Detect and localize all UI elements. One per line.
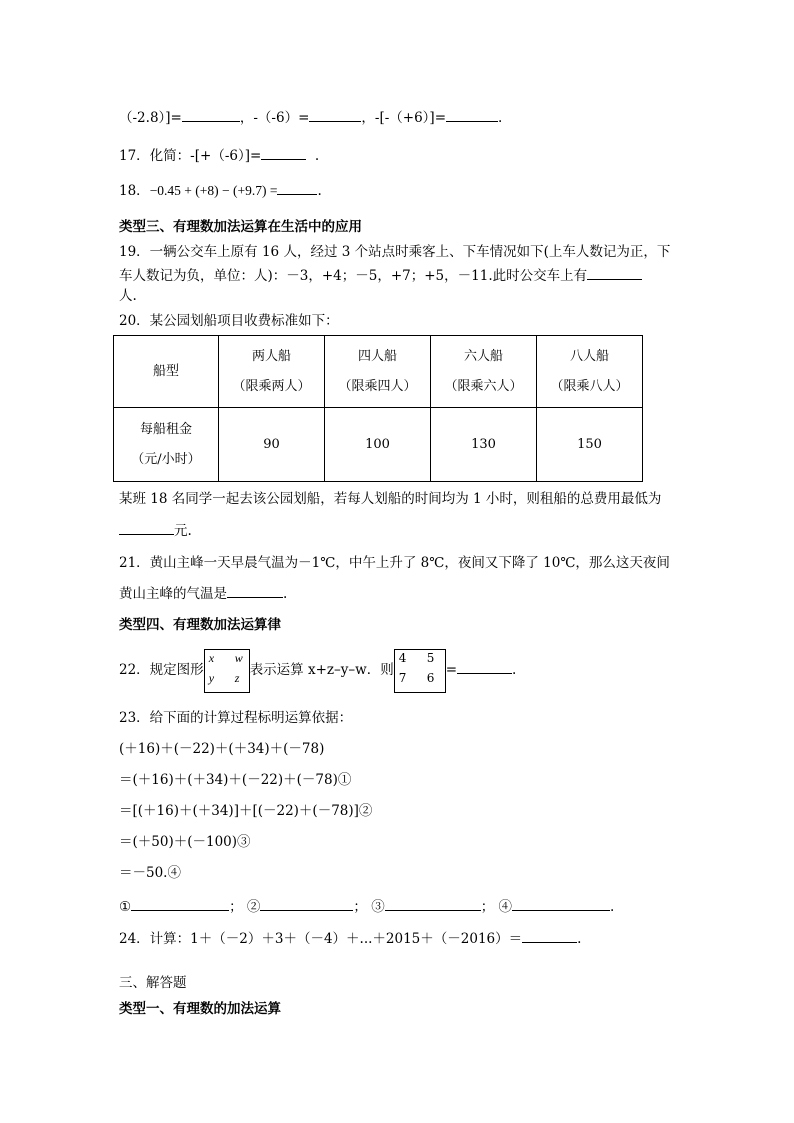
question-20-answer: 元. [119,521,192,540]
table-row [114,408,643,482]
table-cell: 每船租金 （元/小时） [114,408,219,482]
part-heading: 三、解答题 [119,975,187,991]
fee-table [113,335,643,482]
operation-figure: x w y z [204,649,250,693]
step-5: ＝－50.④ [119,865,181,881]
question-24: 24．计算：1＋（－2）＋3＋（－4）＋...＋2015＋（－2016）＝ . [119,931,582,947]
table-cell: 100 [325,408,431,482]
question-23-answers: ① ； ② ； ③ ； ④ . [119,899,615,915]
answer-blank[interactable] [512,897,610,911]
answer-blank[interactable] [119,521,174,535]
question-23-intro: 23．给下面的计算过程标明运算依据： [119,710,353,726]
q16-tail: （-2.8）]= ，-（-6）= ，-[-（+6）]= . [119,110,503,126]
table-header-cell: 两人船 （限乘两人） [219,336,325,408]
table-header-cell: 四人船 （限乘四人） [325,336,431,408]
table-cell: 150 [537,408,643,482]
step-3: ＝[(＋16)＋(＋34)]＋[(－22)＋(－78)]② [119,803,373,819]
question-22: 22．规定图形 x w y z 表示运算 x+z–y–w．则 4 5 7 6 = . [119,648,516,693]
section-heading: 类型四、有理数加法运算律 [119,617,281,633]
answer-blank[interactable] [385,897,481,911]
table-cell: 90 [219,408,325,482]
answer-blank[interactable] [131,897,229,911]
answer-blank[interactable] [587,266,642,280]
answer-blank[interactable] [182,108,240,122]
question-21-line2: 黄山主峰的气温是 . [119,586,288,602]
step-2: ＝(＋16)＋(＋34)＋(－22)＋(－78)① [119,772,352,788]
table-row [114,336,643,408]
answer-blank[interactable] [261,146,306,160]
step-1: (＋16)＋(－22)＋(＋34)＋(－78) [119,741,325,757]
table-header-cell: 船型 [114,336,219,408]
answer-blank[interactable] [260,897,353,911]
answer-blank[interactable] [227,584,283,598]
question-19-line3: 人. [119,288,137,304]
table-header-cell: 八人船 （限乘八人） [537,336,643,408]
question-19-line2: 车人数记为负，单位：人)：－3，+4；－5，+7；+5，－11.此时公交车上有 [119,266,642,285]
table-cell: 130 [431,408,537,482]
section-heading: 类型一、有理数的加法运算 [119,1001,281,1017]
step-4: ＝(＋50)＋(－100)③ [119,834,251,850]
answer-blank[interactable] [522,929,577,943]
question-17: 17．化简：-[+（-6）]= . [119,148,320,164]
table-header-cell: 六人船 （限乘六人） [431,336,537,408]
question-21-line1: 21．黄山主峰一天早晨气温为－1℃，中午上升了 8℃，夜间又下降了 10℃，那么这天夜间 [119,555,670,571]
section-heading: 类型三、有理数加法运算在生活中的应用 [119,219,362,235]
answer-blank[interactable] [457,660,512,674]
question-19-line1: 19．一辆公交车上原有 16 人，经过 3 个站点时乘客上、下车情况如下(上车人数记为正，下 [119,244,671,260]
question-20-intro: 20．某公园划船项目收费标准如下： [119,313,339,329]
answer-blank[interactable] [277,181,317,195]
number-figure: 4 5 7 6 [394,649,446,693]
answer-blank[interactable] [446,108,498,122]
question-18: 18．−0.45 + (+8) − (+9.7) = . [119,183,322,199]
answer-blank[interactable] [309,108,361,122]
question-20-text: 某班 18 名同学一起去该公园划船，若每人划船的时间均为 1 小时，则租船的总费用最低为 [119,491,662,507]
